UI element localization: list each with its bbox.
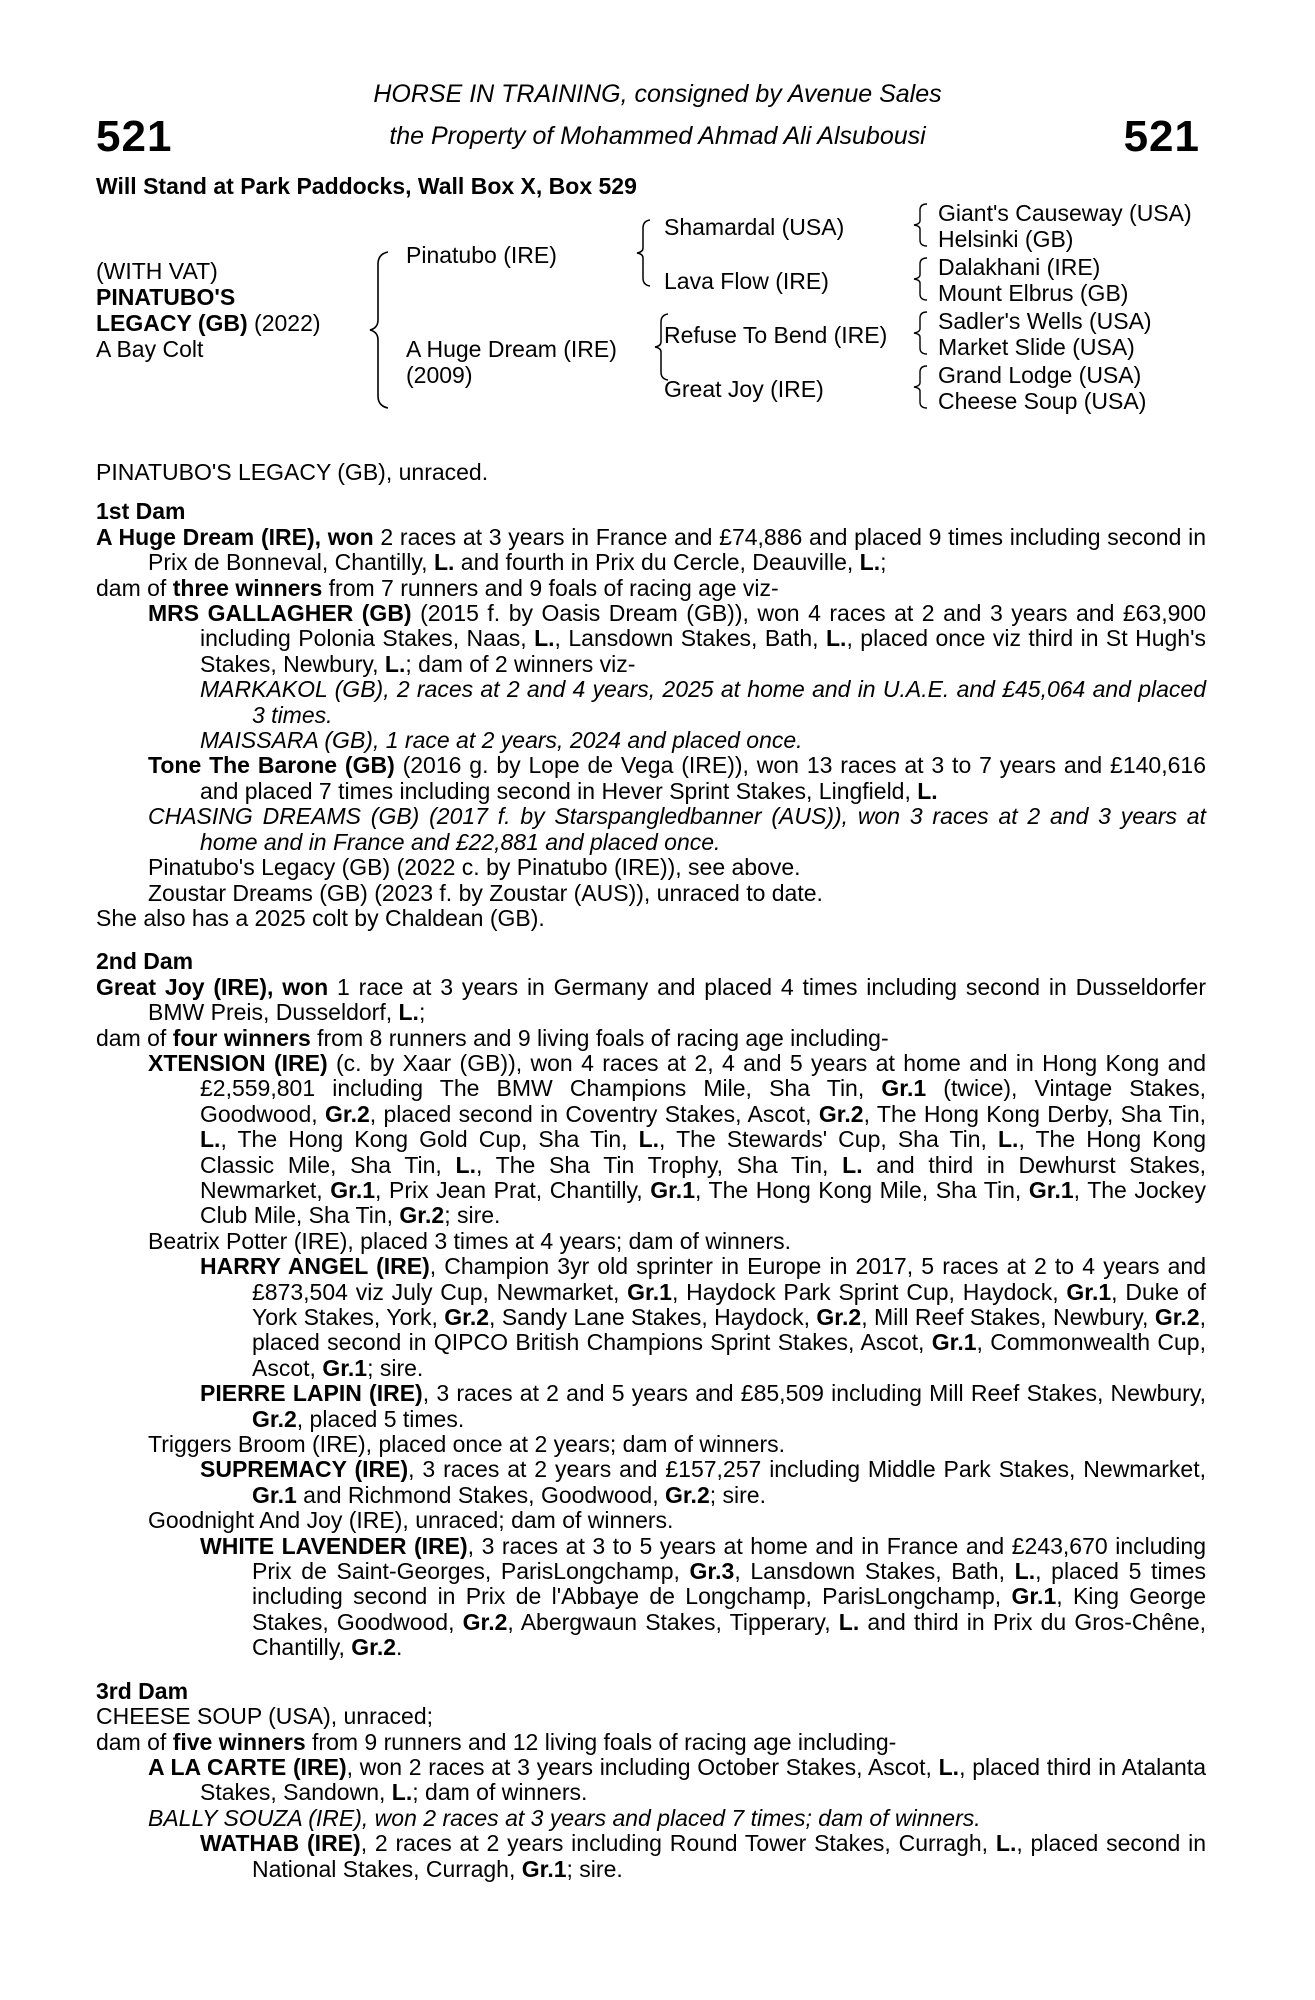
grandparent-7: Grand Lodge (USA) xyxy=(938,362,1142,388)
produce-supremacy: SUPREMACY (IRE), 3 races at 2 years and £157,257 including Middle Park Stakes, Newmarket, Gr.1 and Richmond Stakes, Goodwood, Gr.2; sire. xyxy=(200,1456,1206,1508)
third-dam-heading: 3rd Dam xyxy=(96,1677,189,1704)
dam-dam: Great Joy (IRE) xyxy=(664,376,824,402)
grandparent-3: Dalakhani (IRE) xyxy=(938,254,1101,280)
pedigree-bracket xyxy=(912,364,930,410)
produce-a-la-carte: A LA CARTE (IRE), won 2 races at 3 years including October Stakes, Ascot, L., placed third in Atalanta Stakes, Sandown, L.; dam of winners. xyxy=(148,1753,1206,1806)
third-dam-record: CHEESE SOUP (USA), unraced; xyxy=(96,1703,434,1730)
produce-tone-the-barone: Tone The Barone (GB) (2016 g. by Lope de Vega (IRE)), won 13 races at 3 to 7 years and £140,616 and placed 7 times including second in Hever Sprint Stakes, Lingfield, L. xyxy=(148,752,1206,804)
second-dam-record: Great Joy (IRE), won 1 race at 3 years in Germany and placed 4 times including second in Dusseldorfer BMW Preis, Dusseldorf, L.; xyxy=(96,973,1206,1026)
pedigree-bracket xyxy=(634,218,654,288)
produce-pinatubos-legacy: Pinatubo's Legacy (GB) (2022 c. by Pinatubo (IRE)), see above. xyxy=(148,854,801,881)
produce-triggers-broom: Triggers Broom (IRE), placed once at 2 years; dam of winners. xyxy=(148,1431,786,1458)
lot-number-left: 521 xyxy=(96,112,173,161)
second-dam-produce-summary: dam of four winners from 8 runners and 9 living foals of racing age including- xyxy=(96,1024,889,1051)
produce-mrs-gallagher: MRS GALLAGHER (GB) (2015 f. by Oasis Dream (GB)), won 4 races at 2 and 3 years and £63,900 including Polonia Stakes, Naas, L., Lansdown Stakes, Bath, L., placed once viz third in St Hugh's Stakes, Newbury, L.; dam of 2 winners viz- xyxy=(148,600,1206,677)
third-dam-produce-summary: dam of five winners from 9 runners and 12 living foals of racing age including- xyxy=(96,1728,897,1755)
grandparent-5: Sadler's Wells (USA) xyxy=(938,308,1152,334)
grandparent-4: Mount Elbrus (GB) xyxy=(938,280,1129,306)
grandparent-1: Giant's Causeway (USA) xyxy=(938,200,1192,226)
sire-dam: Lava Flow (IRE) xyxy=(664,268,829,294)
sire-sire: Shamardal (USA) xyxy=(664,214,845,240)
pedigree-bracket xyxy=(368,250,392,410)
dam-sire: Refuse To Bend (IRE) xyxy=(664,322,888,348)
stand-info: Will Stand at Park Paddocks, Wall Box X, Box 529 xyxy=(96,173,637,199)
race-summary: PINATUBO'S LEGACY (GB), unraced. xyxy=(96,459,489,485)
produce-chasing-dreams: CHASING DREAMS (GB) (2017 f. by Starspangledbanner (AUS)), won 3 races at 2 and 3 years at home and in France and £22,881 and placed once. xyxy=(148,803,1206,855)
pedigree-bracket xyxy=(912,202,930,248)
pedigree-bracket xyxy=(912,310,930,356)
first-dam-note: She also has a 2025 colt by Chaldean (GB). xyxy=(96,904,545,931)
grandparent-8: Cheese Soup (USA) xyxy=(938,388,1147,414)
pedigree-notes xyxy=(96,460,1206,1882)
produce-harry-angel: HARRY ANGEL (IRE), Champion 3yr old sprinter in Europe in 2017, 5 races at 2 to 4 years and £873,504 viz July Cup, Newmarket, Gr.1, Haydock Park Sprint Cup, Haydock, Gr.1, Duke of York Stakes, York, Gr.2, Sandy Lane Stakes, Haydock, Gr.2, Mill Reef Stakes, Newbury, Gr.2, placed second in QIPCO British Champions Sprint Stakes, Ascot, Gr.1, Commonwealth Cup, Ascot, Gr.1; sire. xyxy=(200,1253,1206,1381)
produce-pierre-lapin: PIERRE LAPIN (IRE), 3 races at 2 and 5 years and £85,509 including Mill Reef Stakes, Newbury, Gr.2, placed 5 times. xyxy=(200,1380,1206,1432)
produce-xtension: XTENSION (IRE) (c. by Xaar (GB)), won 4 races at 2, 4 and 5 years at home and in Hong Kong and £2,559,801 including The BMW Champions Mile, Sha Tin, Gr.1 (twice), Vintage Stakes, Goodwood, Gr.2, placed second in Coventry Stakes, Ascot, Gr.2, The Hong Kong Derby, Sha Tin, L., The Hong Kong Gold Cup, Sha Tin, L., The Stewards' Cup, Sha Tin, L., The Hong Kong Classic Mile, Sha Tin, L., The Sha Tin Trophy, Sha Tin, L. and third in Dewhurst Stakes, Newmarket, Gr.1, Prix Jean Prat, Chantilly, Gr.1, The Hong Kong Mile, Sha Tin, Gr.1, The Jockey Club Mile, Sha Tin, Gr.2; sire. xyxy=(148,1049,1207,1229)
produce-wathab: WATHAB (IRE), 2 races at 2 years including Round Tower Stakes, Curragh, L., placed second in National Stakes, Curragh, Gr.1; sire. xyxy=(200,1830,1206,1882)
lot-number-right: 521 xyxy=(1123,112,1200,161)
dam-year: (2009) xyxy=(406,362,473,388)
horse-name-line1: PINATUBO'S xyxy=(96,284,236,310)
grandparent-2: Helsinki (GB) xyxy=(938,226,1074,252)
produce-zoustar-dreams: Zoustar Dreams (GB) (2023 f. by Zoustar (AUS)), unraced to date. xyxy=(148,879,823,906)
produce-bally-souza: BALLY SOUZA (IRE), won 2 races at 3 years and placed 7 times; dam of winners. xyxy=(148,1804,981,1831)
produce-beatrix-potter: Beatrix Potter (IRE), placed 3 times at 4 years; dam of winners. xyxy=(148,1227,791,1254)
dam: A Huge Dream (IRE) xyxy=(406,336,617,362)
owner-header: the Property of Mohammed Ahmad Ali Alsubousi xyxy=(389,122,926,150)
consignment-header: HORSE IN TRAINING, consigned by Avenue Sales xyxy=(373,80,942,108)
pedigree-bracket xyxy=(912,256,930,302)
horse-description: A Bay Colt xyxy=(96,336,204,362)
sire: Pinatubo (IRE) xyxy=(406,242,557,268)
first-dam-heading: 1st Dam xyxy=(96,498,186,525)
vat-note: (WITH VAT) xyxy=(96,258,218,284)
horse-name-line2: LEGACY (GB) (2022) xyxy=(96,310,321,336)
second-dam-heading: 2nd Dam xyxy=(96,948,194,975)
produce-goodnight-and-joy: Goodnight And Joy (IRE), unraced; dam of winners. xyxy=(148,1507,674,1534)
first-dam-produce-summary: dam of three winners from 7 runners and 9 foals of racing age viz- xyxy=(96,574,779,601)
produce-maissara: MAISSARA (GB), 1 race at 2 years, 2024 and placed once. xyxy=(200,727,803,754)
produce-markakol: MARKAKOL (GB), 2 races at 2 and 4 years, 2025 at home and in U.A.E. and £45,064 and placed 3 times. xyxy=(200,676,1206,728)
produce-white-lavender: WHITE LAVENDER (IRE), 3 races at 3 to 5 years at home and in France and £243,670 including Prix de Saint-Georges, ParisLongchamp, Gr.3, Lansdown Stakes, Bath, L., placed 5 times including second in Prix de l'Abbaye de Longchamp, ParisLongchamp, Gr.1, King George Stakes, Goodwood, Gr.2, Abergwaun Stakes, Tipperary, L. and third in Prix du Gros-Chêne, Chantilly, Gr.2. xyxy=(200,1532,1207,1661)
pedigree-table xyxy=(96,200,1226,420)
first-dam-record: A Huge Dream (IRE), won 2 races at 3 years in France and £74,886 and placed 9 times including second in Prix de Bonneval, Chantilly, L. and fourth in Prix du Cercle, Deauville, L.; xyxy=(96,523,1206,576)
grandparent-6: Market Slide (USA) xyxy=(938,334,1135,360)
